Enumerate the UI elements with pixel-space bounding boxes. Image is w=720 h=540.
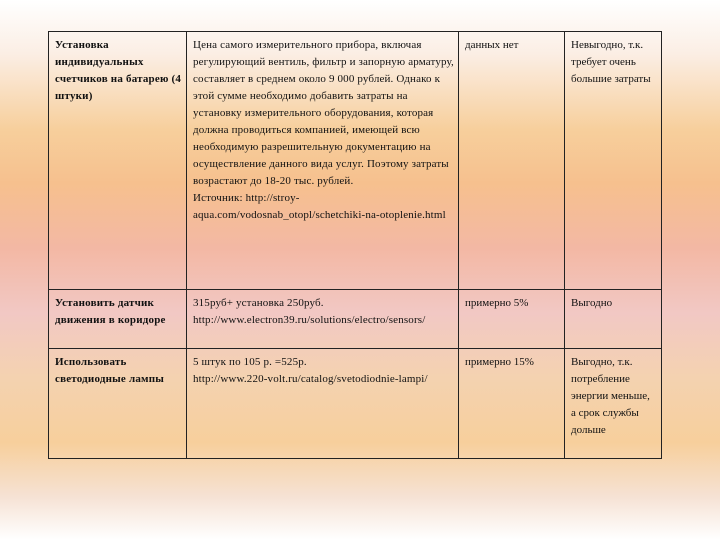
cost-cell [187, 32, 459, 290]
cost-text: 5 штук по 105 р. =525р. [193, 356, 307, 368]
cost-cell [187, 290, 459, 349]
source-link-text: http://www.220-volt.ru/catalog/svetodiodnie-lampi/ [193, 373, 428, 385]
table-row [49, 349, 662, 459]
table-row [49, 32, 662, 290]
energy-measures-table [48, 31, 662, 459]
source-link-text: Источник: http://stroy-aqua.com/vodosnab_otopl/schetchiki-na-otoplenie.html [193, 192, 446, 221]
measure-cell: Установка индивидуальных счетчиков на батарею (4 штуки) [49, 32, 187, 290]
savings-cell: примерно 5% [459, 290, 565, 349]
cost-cell [187, 349, 459, 459]
measure-cell: Использовать светодиодные лампы [49, 349, 187, 459]
savings-cell: данных нет [459, 32, 565, 290]
savings-cell: примерно 15% [459, 349, 565, 459]
verdict-cell: Невыгодно, т.к. требует очень большие затраты [565, 32, 662, 290]
table-row [49, 290, 662, 349]
cost-text: Цена самого измерительного прибора, включая регулирующий вентиль, фильтр и запорную арматуру, составляет в среднем около 9 000 рублей. Однако к этой сумме необходимо добавить затраты на установку измерительного оборудования, которая должна проводиться компанией, имеющей всю необходимую разрешительную документацию на осуществление данного вида услуг. Поэтому затраты возрастают до 18-20 тыс. рублей. [193, 39, 454, 187]
verdict-cell: Выгодно [565, 290, 662, 349]
measure-cell: Установить датчик движения в коридоре [49, 290, 187, 349]
verdict-cell: Выгодно, т.к. потребление энергии меньше, а срок службы дольше [565, 349, 662, 459]
cost-text: 315руб+ установка 250руб. [193, 297, 324, 309]
source-link-text: http://www.electron39.ru/solutions/electro/sensors/ [193, 314, 426, 326]
